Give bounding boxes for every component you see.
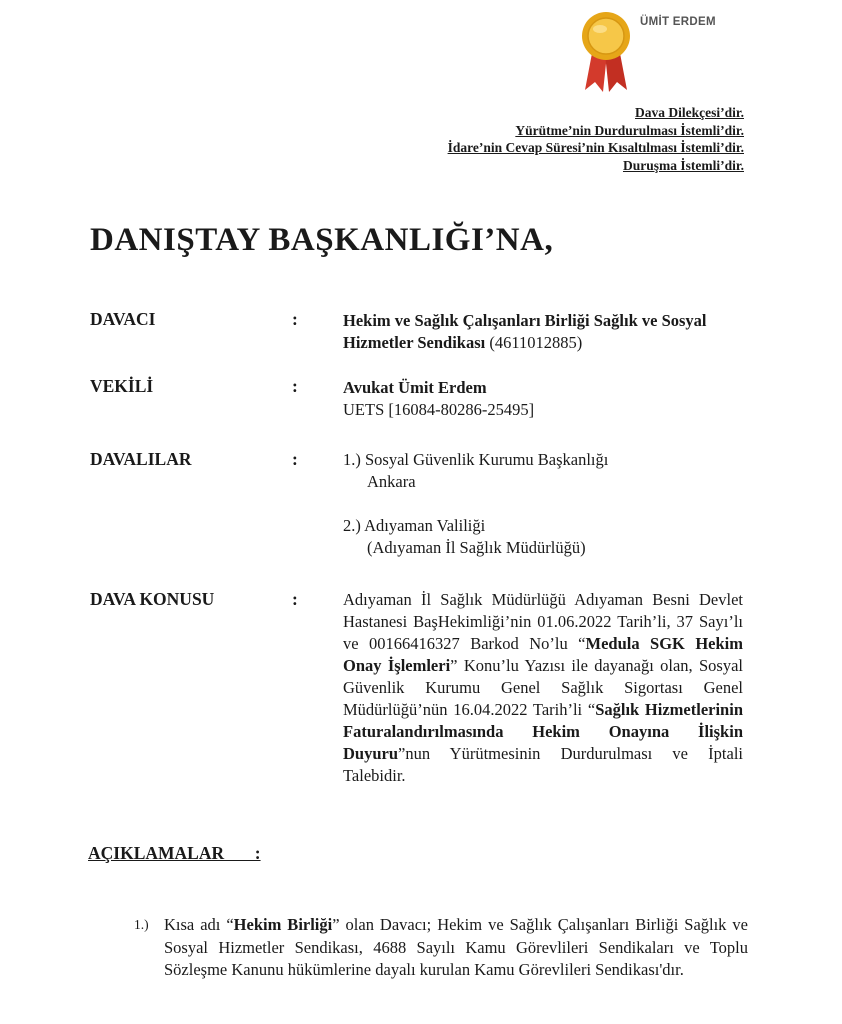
dava-konusu-part: Adıyaman İl Sağlık Müdürlüğü Adıyaman Besni Devlet Hastanesi BaşHekimliği’nin 01.06.2022 Tarih’li, 37 Sayı’lı ve 00166416327 Barkod No’lu “ xyxy=(343,590,743,653)
aciklama-paragraph-1 xyxy=(134,914,748,982)
davaci-name: Hekim ve Sağlık Çalışanları Birliği Sağlık ve Sosyal Hizmetler Sendikası xyxy=(343,311,707,352)
davali-1-city: Ankara xyxy=(367,472,416,491)
davali-2-unit: (Adıyaman İl Sağlık Müdürlüğü) xyxy=(367,538,586,557)
davaci-value xyxy=(343,310,743,354)
paragraph-part: Kısa adı “ xyxy=(164,915,234,934)
dava-konusu-text xyxy=(343,589,743,787)
note-line: Duruşma İstemli’dir. xyxy=(622,157,744,173)
aciklamalar-heading: AÇIKLAMALAR : xyxy=(88,843,261,863)
signer-name: ÜMİT ERDEM xyxy=(640,16,716,28)
petition-notes xyxy=(448,104,744,174)
note-line: İdare’nin Cevap Süresi’nin Kısaltılması İstemli’dir. xyxy=(447,140,744,155)
davalilar-value xyxy=(343,449,608,559)
note-line: Yürütme’nin Durdurulması İstemli’dir. xyxy=(515,122,744,138)
dava-konusu-label: DAVA KONUSU xyxy=(90,589,215,609)
paragraph-text xyxy=(138,914,748,982)
vekili-label: VEKİLİ xyxy=(90,376,154,396)
davaci-label: DAVACI xyxy=(90,309,156,329)
paragraph-bold: Hekim Birliği xyxy=(233,915,333,934)
davaci-colon: : xyxy=(292,309,298,329)
seal-ribbon-icon xyxy=(573,8,639,94)
dava-konusu-part: ” Konu’lu Yazısı ile dayanağı olan, Sosyal Güvenlik Kurumu Genel Sağlık Sigortası Genel Müdürlüğü’nün 16.04.2022 Tarih’li “ xyxy=(343,656,743,719)
paragraph-number: 1.) xyxy=(134,917,149,932)
note-line: Dava Dilekçesi’dir. xyxy=(635,105,744,120)
document-title: DANIŞTAY BAŞKANLIĞI’NA, xyxy=(90,222,554,258)
davalilar-label: DAVALILAR xyxy=(90,449,192,469)
dava-konusu-colon: : xyxy=(292,589,298,609)
davalilar-colon: : xyxy=(292,449,298,469)
vekili-value xyxy=(343,377,534,421)
davaci-id: (4611012885) xyxy=(489,333,583,352)
dava-konusu-bold: Medula SGK Hekim Onay İşlemleri xyxy=(343,634,744,675)
dava-konusu-part: ”nun Yürütmesinin Durdurulması ve İptali Talebidir. xyxy=(343,744,743,785)
davali-1-name: 1.) Sosyal Güvenlik Kurumu Başkanlığı xyxy=(343,450,609,469)
vekili-name: Avukat Ümit Erdem xyxy=(343,378,487,397)
vekili-colon: : xyxy=(292,376,298,396)
paragraph-part: ” olan Davacı; Hekim ve Sağlık Çalışanları Birliği Sağlık ve Sosyal Hizmetler Sendikası, 4688 Sayılı Kamu Görevlileri Sendikaları ve Toplu Sözleşme Kanunu hükümlerine dayalı kurulan Kamu Görevlileri Sendikası'dır. xyxy=(164,915,748,979)
dava-konusu-bold: Sağlık Hizmetlerinin Faturalandırılmasında Hekim Onayına İlişkin Duyuru xyxy=(343,700,743,763)
davali-2-name: 2.) Adıyaman Valiliği xyxy=(343,516,486,535)
vekili-uets: UETS [16084-80286-25495] xyxy=(343,400,535,419)
